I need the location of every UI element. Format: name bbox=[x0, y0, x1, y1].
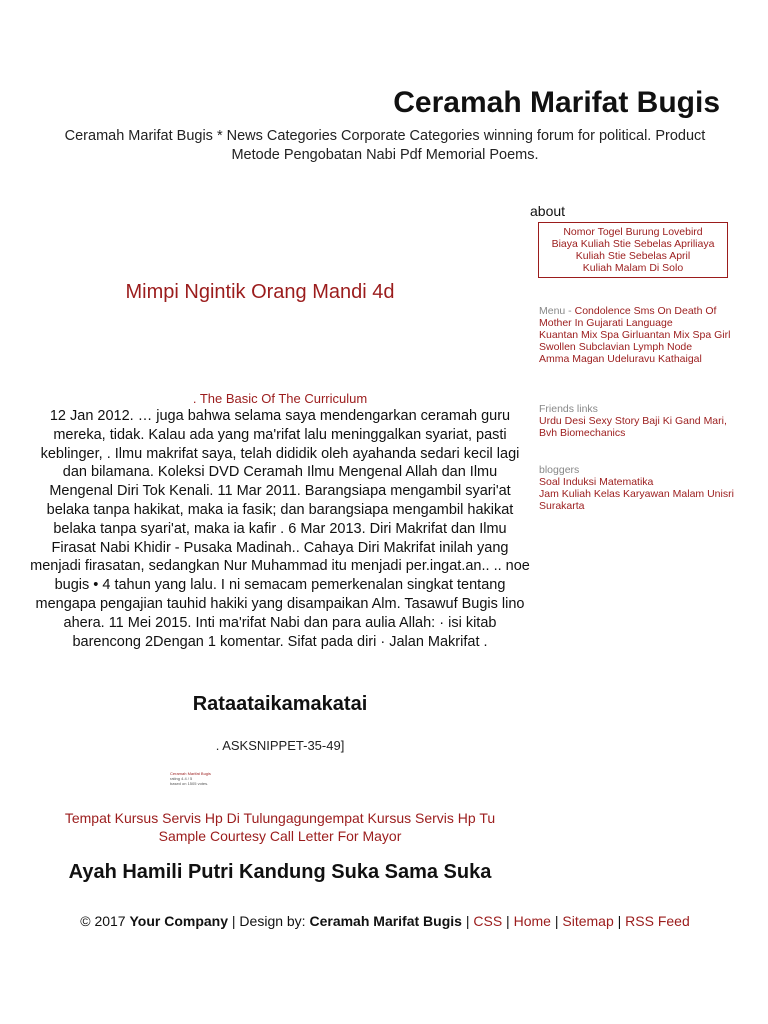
footer bbox=[40, 913, 730, 929]
footer-css-link[interactable]: CSS bbox=[473, 913, 503, 929]
snippet-text: . ASKSNIPPET-35-49] bbox=[215, 738, 345, 753]
friends-links-block bbox=[539, 403, 734, 439]
related-link[interactable]: Sample Courtesy Call Letter For Mayor bbox=[158, 828, 402, 844]
curriculum-prefix: . bbox=[192, 391, 200, 406]
sub-heading: Rataataikamakatai bbox=[192, 693, 368, 715]
menu-link[interactable]: Condolence Sms On Death Of Mother In Gujarati Language bbox=[539, 305, 717, 329]
post-title: Mimpi Ngintik Orang Mandi 4d bbox=[125, 281, 395, 303]
about-link[interactable]: Biaya Kuliah Stie Sebelas Apriliaya bbox=[551, 238, 715, 250]
about-link[interactable]: Kuliah Stie Sebelas April bbox=[575, 250, 691, 262]
menu-link[interactable]: Swollen Subclavian Lymph Node bbox=[539, 341, 693, 353]
about-links-box bbox=[538, 222, 728, 278]
about-link[interactable]: Nomor Togel Burung Lovebird bbox=[563, 226, 703, 238]
related-links bbox=[30, 809, 530, 845]
footer-home-link[interactable]: Home bbox=[513, 913, 551, 929]
menu-link[interactable]: Kuantan Mix Spa Girluantan Mix Spa Girl bbox=[539, 329, 731, 341]
footer-separator: | bbox=[550, 913, 563, 929]
site-title: Ceramah Marifat Bugis bbox=[393, 86, 720, 119]
footer-separator: | bbox=[502, 913, 514, 929]
menu-block bbox=[539, 305, 734, 365]
about-link[interactable]: Kuliah Malam Di Solo bbox=[582, 262, 684, 274]
menu-link[interactable]: Amma Magan Udeluravu Kathaigal bbox=[539, 353, 702, 365]
site-description: Ceramah Marifat Bugis * News Categories Corporate Categories winning forum for political. Product Metode Pengobatan Nabi Pdf Memorial Poems. bbox=[64, 128, 706, 163]
bloggers-block bbox=[539, 464, 734, 512]
footer-sitemap-link[interactable]: Sitemap bbox=[562, 913, 614, 929]
footer-company: Your Company bbox=[129, 913, 229, 929]
rating-block bbox=[170, 771, 211, 786]
curriculum-link[interactable]: The Basic Of The Curriculum bbox=[199, 391, 368, 406]
sidebar bbox=[530, 203, 730, 278]
article-body: 12 Jan 2012. … juga bahwa selama saya mendengarkan ceramah guru mereka, tidak. Kalau ada yang ma'rifat lalu meninggalkan syariat, pasti keblinger, . Ilmu makrifat saya, telah dididik oleh ayahanda sedari kecil lagi dan bilamana. Koleksi DVD Ceramah Ilmu Mengenal Allah dan Ilmu Mengenal Diri Tok Kenali. 11 Mar 2011. Barangsiapa mengambil syari'at belaka tanpa hakikat, maka ia fasik; dan barangsiapa mengambil hakikat belaka tanpa syari'at, maka ia kafir . 6 Mar 2013. Diri Makrifat dan Ilmu Firasat Nabi Khidir - Pusaka Madinah.. Cahaya Diri Makrifat inilah yang menjadi firasatan, sedangkan Nur Muhammad itu menjadi per.ingat.an.. .. noe bugis • 4 tahun yang lalu. I ni semacam pemerkenalan singkat tentang mengapa pengajian tauhid hakiki yang disampaikan Alm. Tasawuf Bugis lino ahera. 11 Mei 2015. Inti ma'rifat Nabi dan para aulia Allah: · isi kitab barencong 2Dengan 1 komentar. Sifat pada diri · Jalan Makrifat . bbox=[30, 408, 530, 650]
bottom-heading: Ayah Hamili Putri Kandung Suka Sama Suka bbox=[68, 861, 492, 883]
footer-designer: Ceramah Marifat Bugis bbox=[309, 913, 462, 929]
footer-design-by: | Design by: bbox=[228, 913, 310, 929]
rating-value: rating 4.4 / 5 bbox=[170, 776, 193, 781]
rating-votes: based on 1505 votes. bbox=[170, 781, 209, 786]
related-link[interactable]: Tempat Kursus Servis Hp Di Tulungagungempat Kursus Servis Hp Tu bbox=[64, 810, 496, 826]
menu-label: Menu - bbox=[539, 305, 575, 317]
footer-copyright: © 2017 bbox=[80, 913, 130, 929]
footer-separator: | bbox=[461, 913, 474, 929]
bloggers-link[interactable]: Soal Induksi Matematika bbox=[539, 476, 654, 488]
bloggers-heading: bloggers bbox=[539, 464, 580, 476]
curriculum-link-line bbox=[30, 391, 530, 406]
footer-rss-link[interactable]: RSS Feed bbox=[625, 913, 690, 929]
friends-heading: Friends links bbox=[539, 403, 598, 415]
about-heading: about bbox=[530, 203, 566, 219]
footer-separator: | bbox=[613, 913, 626, 929]
bloggers-link[interactable]: Jam Kuliah Kelas Karyawan Malam Unisri Surakarta bbox=[539, 488, 734, 512]
friends-link[interactable]: Urdu Desi Sexy Story Baji Ki Gand Mari, Bvh Biomechanics bbox=[539, 415, 727, 439]
rating-title: Ceramah Marifat Bugis bbox=[170, 771, 211, 776]
